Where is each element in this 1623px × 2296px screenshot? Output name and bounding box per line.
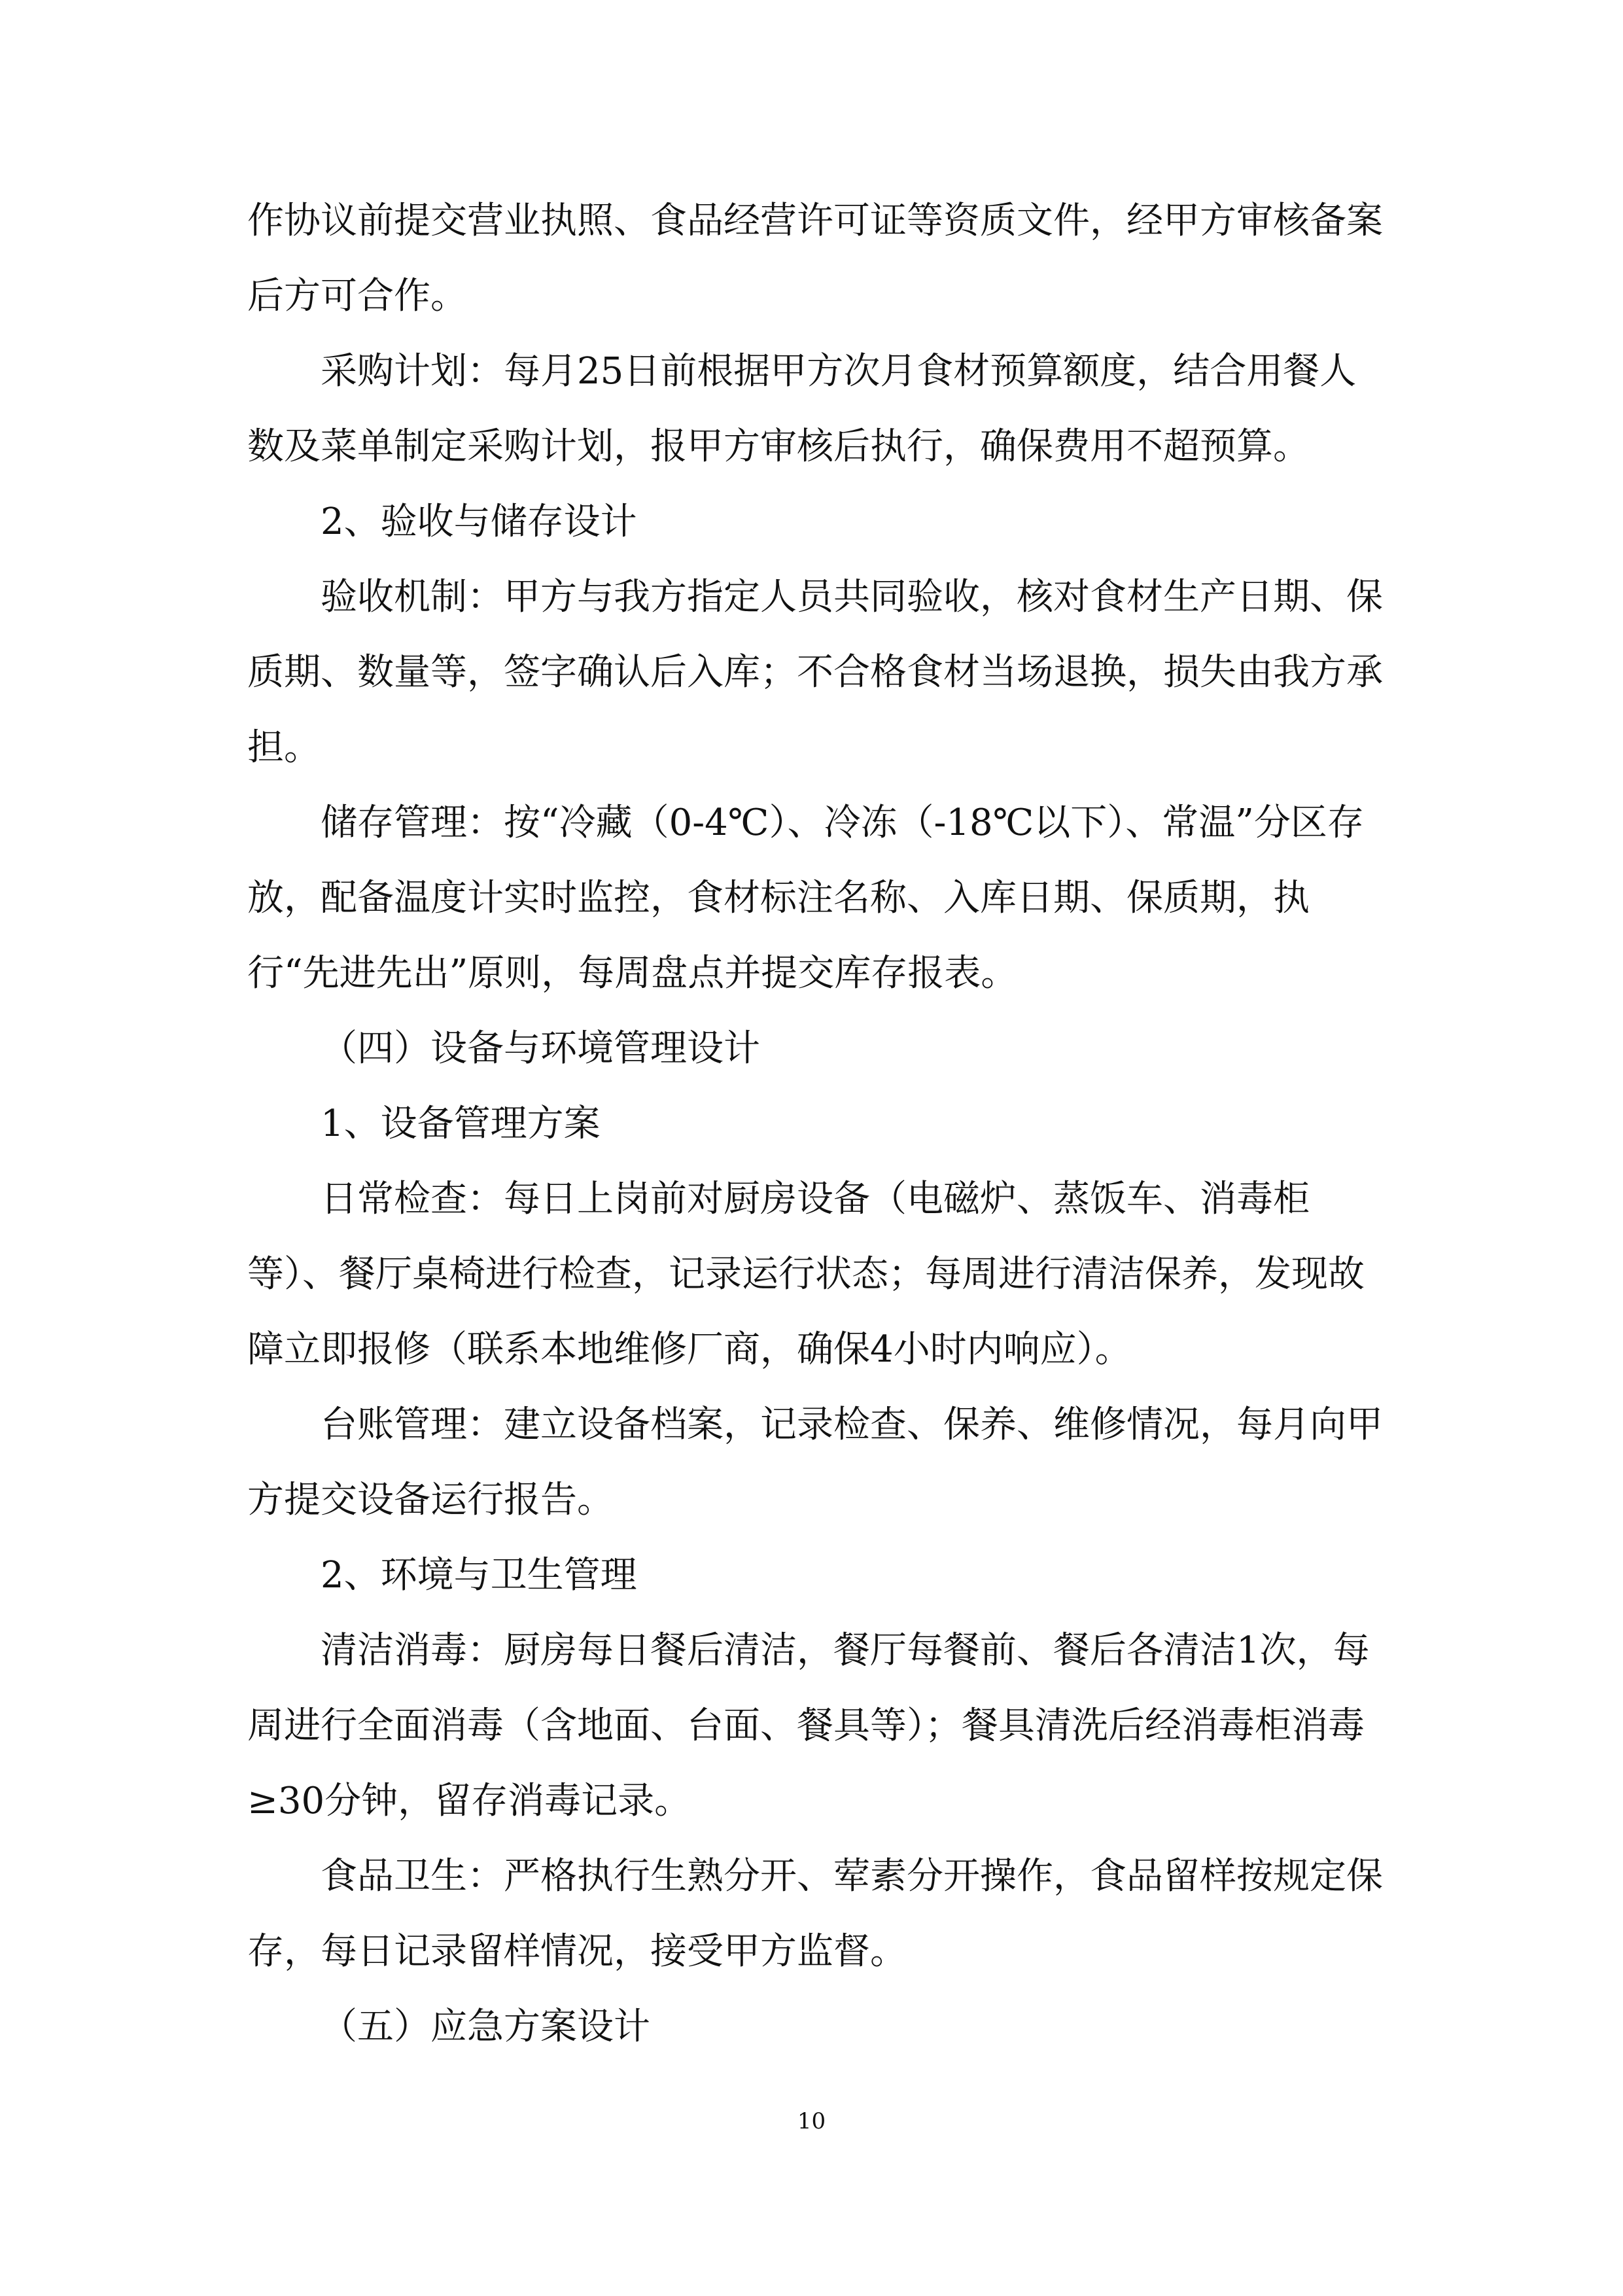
heading-equipment-plan: 1、设备管理方案 — [321, 1103, 601, 1145]
document-body — [247, 183, 1392, 2064]
paragraph-procurement-plan: 采购计划：每月25日前根据甲方次月食材预算额度，结合用餐人数及菜单制定采购计划，报甲方审核后执行，确保费用不超预算。 — [247, 350, 1357, 468]
paragraph-continuation: 作协议前提交营业执照、食品经营许可证等资质文件，经甲方审核备案后方可合作。 — [247, 200, 1383, 317]
heading-emergency-plan: （五）应急方案设计 — [321, 2005, 650, 2048]
heading-environment-hygiene: 2、环境与卫生管理 — [321, 1554, 637, 1597]
paragraph-storage-management: 储存管理：按“冷藏（0-4℃）、冷冻（-18℃以下）、常温”分区存放，配备温度计实时监控，食材标注名称、入库日期、保质期，执行“先进先出”原则，每周盘点并提交库存报表。 — [247, 802, 1364, 995]
heading-acceptance-storage: 2、验收与储存设计 — [321, 501, 637, 543]
paragraph-cleaning-disinfection: 清洁消毒：厨房每日餐后清洁，餐厅每餐前、餐后各清洁1次，每周进行全面消毒（含地面、台面、餐具等）；餐具清洗后经消毒柜消毒≥30分钟，留存消毒记录。 — [247, 1629, 1370, 1822]
paragraph-daily-inspection: 日常检查：每日上岗前对厨房设备（电磁炉、蒸饭车、消毒柜等）、餐厅桌椅进行检查，记录运行状态；每周进行清洁保养，发现故障立即报修（联系本地维修厂商，确保4小时内响应）。 — [247, 1178, 1365, 1371]
paragraph-ledger-management: 台账管理：建立设备档案，记录检查、保养、维修情况，每月向甲方提交设备运行报告。 — [247, 1404, 1383, 1521]
page-number: 10 — [797, 2108, 826, 2134]
paragraph-food-hygiene: 食品卫生：严格执行生熟分开、荤素分开操作，食品留样按规定保存，每日记录留样情况，接受甲方监督。 — [247, 1855, 1383, 1973]
heading-equipment-environment: （四）设备与环境管理设计 — [321, 1027, 760, 1070]
paragraph-acceptance-mechanism: 验收机制：甲方与我方指定人员共同验收，核对食材生产日期、保质期、数量等，签字确认后入库；不合格食材当场退换，损失由我方承担。 — [247, 576, 1383, 769]
